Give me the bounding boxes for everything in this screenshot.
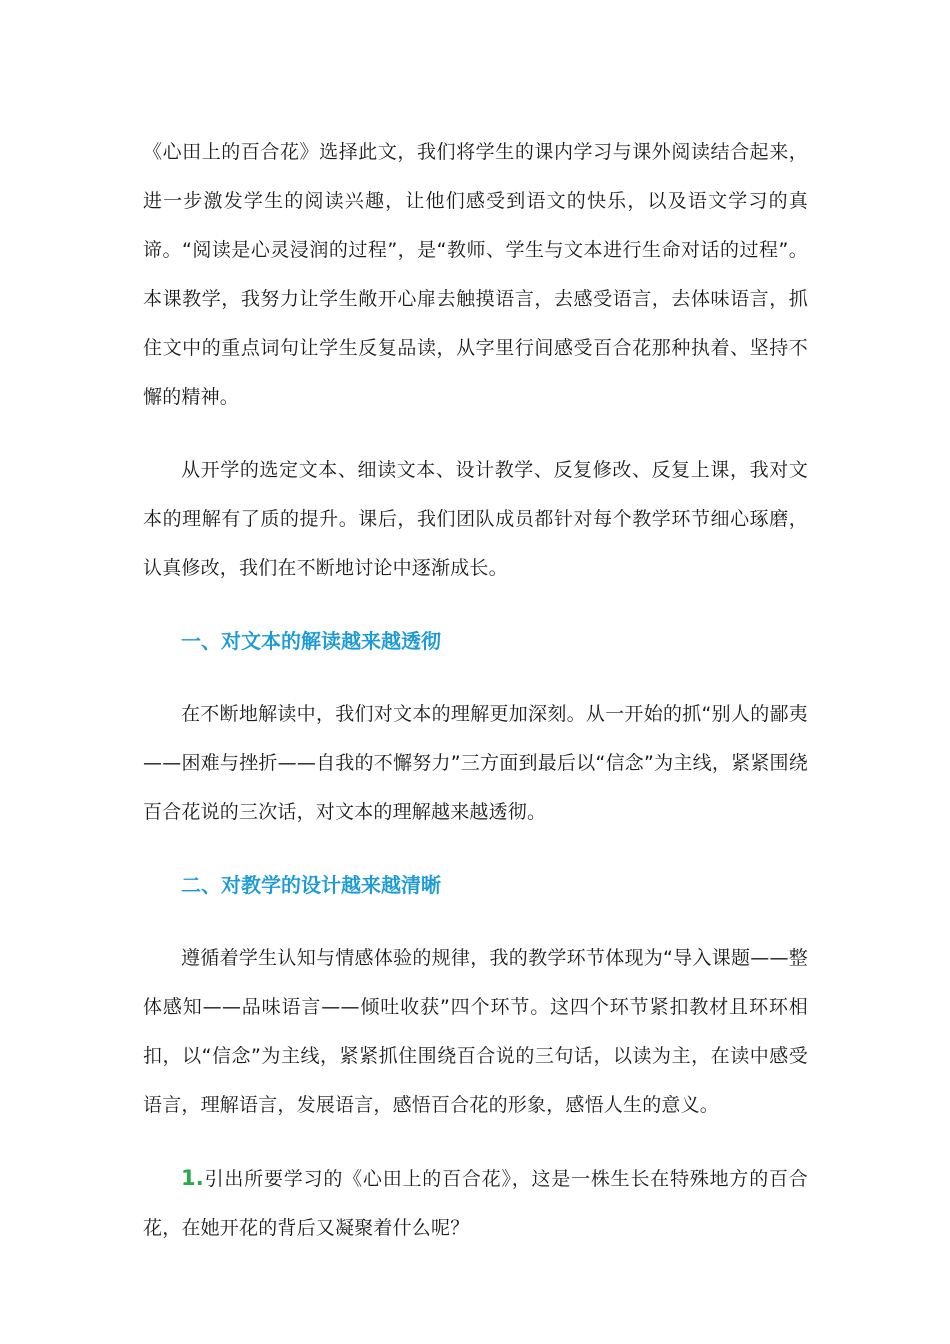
- section-heading-2: 二、对教学的设计越来越清晰: [181, 873, 441, 897]
- section-2-paragraph: 遵循着学生认知与情感体验的规律，我的教学环节体现为“导入课题——整体感知——品味语言——倾吐收获”四个环节。这四个环节紧扣教材且环环相扣，以“信念”为主线，紧紧抓住围绕百合说的三句话，以读为主，在读中感受语言，理解语言，发展语言，感悟百合花的形象，感悟人生的意义。: [143, 947, 808, 1116]
- list-item-text: 引出所要学习的《心田上的百合花》，这是一株生长在特殊地方的百合花，在她开花的背后又凝聚着什么呢？: [143, 1168, 808, 1239]
- section-1-paragraph: 在不断地解读中，我们对文本的理解更加深刻。从一开始的抓“别人的鄙夷——困难与挫折——自我的不懈努力”三方面到最后以“信念”为主线，紧紧围绕百合花说的三次话，对文本的理解越来越透彻。: [143, 703, 808, 823]
- section-heading-1: 一、对文本的解读越来越透彻: [181, 629, 441, 653]
- document-page: [143, 128, 808, 1253]
- process-paragraph: 从开学的选定文本、细读文本、设计教学、反复修改、反复上课，我对文本的理解有了质的提升。课后，我们团队成员都针对每个教学环节细心琢磨，认真修改，我们在不断地讨论中逐渐成长。: [143, 459, 808, 579]
- intro-paragraph: 《心田上的百合花》选择此文，我们将学生的课内学习与课外阅读结合起来，进一步激发学生的阅读兴趣，让他们感受到语文的快乐，以及语文学习的真谛。“阅读是心灵浸润的过程”，是“教师、学生与文本进行生命对话的过程”。本课教学，我努力让学生敞开心扉去触摸语言，去感受语言，去体味语言，抓住文中的重点词句让学生反复品读，从字里行间感受百合花那种执着、坚持不懈的精神。: [143, 141, 808, 408]
- list-item-1: [143, 1154, 808, 1253]
- list-item-number: 1.: [181, 1166, 204, 1190]
